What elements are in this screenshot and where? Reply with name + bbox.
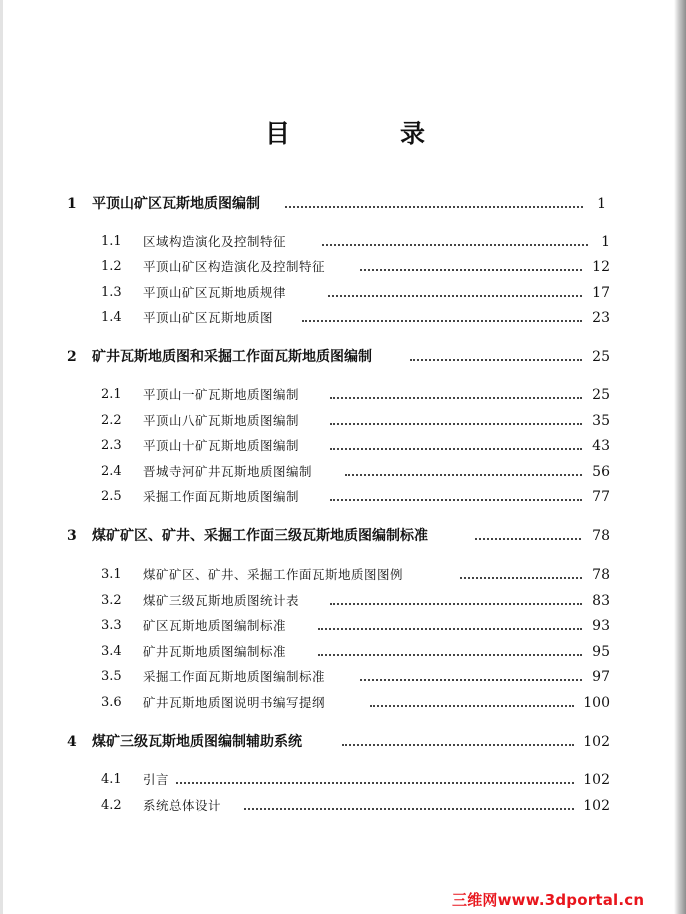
dot-leader — [330, 423, 582, 425]
page-number: 102 — [583, 772, 610, 788]
section-title: 平顶山十矿瓦斯地质图编制 — [143, 438, 300, 453]
section-number: 2.1 — [101, 387, 122, 402]
section-number: 4.1 — [101, 772, 122, 787]
chapter-number: 2 — [67, 349, 77, 365]
dot-leader — [370, 705, 574, 707]
chapter-number: 1 — [67, 196, 77, 212]
toc-chapter-3[interactable] — [0, 525, 610, 547]
toc-section-3-5[interactable] — [0, 666, 610, 688]
dot-leader — [345, 474, 582, 476]
section-number: 2.3 — [101, 438, 122, 453]
toc-section-2-5[interactable] — [0, 486, 610, 508]
toc-section-3-3[interactable] — [0, 615, 610, 637]
section-number: 3.4 — [101, 644, 122, 659]
dot-leader — [302, 320, 582, 322]
section-title: 煤矿三级瓦斯地质图统计表 — [143, 593, 300, 608]
toc-chapter-1[interactable] — [0, 193, 606, 215]
section-title: 平顶山矿区瓦斯地质图 — [143, 310, 274, 325]
dot-leader — [410, 359, 582, 361]
page-number: 102 — [583, 734, 610, 750]
page-number: 12 — [592, 259, 610, 275]
page-number: 93 — [592, 618, 610, 634]
section-number: 4.2 — [101, 798, 122, 813]
site-watermark: 三维网www.3dportal.cn — [452, 891, 645, 909]
section-title: 系统总体设计 — [143, 798, 222, 813]
chapter-number: 3 — [67, 528, 77, 544]
page-number: 56 — [592, 464, 610, 480]
page-number: 23 — [592, 310, 610, 326]
section-number: 3.1 — [101, 567, 122, 582]
section-title: 平顶山一矿瓦斯地质图编制 — [143, 387, 300, 402]
section-number: 1.1 — [101, 234, 122, 249]
dot-leader — [328, 295, 582, 297]
page-number: 100 — [583, 695, 610, 711]
toc-section-2-4[interactable] — [0, 461, 610, 483]
dot-leader — [318, 628, 582, 630]
section-number: 2.4 — [101, 464, 122, 479]
section-number: 2.2 — [101, 413, 122, 428]
section-title: 引言 — [143, 772, 170, 787]
page-number: 97 — [592, 669, 610, 685]
dot-leader — [176, 782, 574, 784]
toc-section-3-1[interactable] — [0, 564, 610, 586]
section-title: 平顶山矿区瓦斯地质规律 — [143, 285, 287, 300]
toc-section-1-2[interactable] — [0, 256, 610, 278]
dot-leader — [318, 654, 582, 656]
section-title: 矿井瓦斯地质图说明书编写提纲 — [143, 695, 326, 710]
chapter-number: 4 — [67, 734, 77, 750]
toc-section-2-2[interactable] — [0, 410, 610, 432]
chapter-title: 煤矿矿区、矿井、采掘工作面三级瓦斯地质图编制标准 — [92, 528, 428, 544]
section-title: 采掘工作面瓦斯地质图编制标准 — [143, 669, 326, 684]
page-number: 25 — [592, 387, 610, 403]
toc-section-2-1[interactable] — [0, 384, 610, 406]
section-title: 平顶山八矿瓦斯地质图编制 — [143, 413, 300, 428]
toc-section-1-4[interactable] — [0, 307, 610, 329]
dot-leader — [460, 577, 582, 579]
toc-chapter-2[interactable] — [0, 346, 610, 368]
section-number: 3.3 — [101, 618, 122, 633]
toc-section-3-4[interactable] — [0, 641, 610, 663]
page-title-char-1: 目 — [265, 119, 291, 148]
toc-section-1-1[interactable] — [0, 231, 610, 253]
page-number: 17 — [592, 285, 610, 301]
dot-leader — [322, 244, 588, 246]
page-number: 78 — [592, 528, 610, 544]
page-number: 35 — [592, 413, 610, 429]
page-number: 1 — [597, 196, 606, 212]
page-number: 78 — [592, 567, 610, 583]
page-number: 25 — [592, 349, 610, 365]
toc-section-4-1[interactable] — [0, 769, 610, 791]
dot-leader — [360, 679, 582, 681]
section-number: 1.2 — [101, 259, 122, 274]
dot-leader — [360, 269, 582, 271]
section-title: 区域构造演化及控制特征 — [143, 234, 287, 249]
section-number: 1.4 — [101, 310, 122, 325]
page-title-char-2: 录 — [399, 119, 425, 148]
section-number: 3.2 — [101, 593, 122, 608]
toc-section-4-2[interactable] — [0, 795, 610, 817]
dot-leader — [342, 744, 574, 746]
section-title: 矿区瓦斯地质图编制标准 — [143, 618, 287, 633]
toc-section-2-3[interactable] — [0, 435, 610, 457]
section-number: 2.5 — [101, 489, 122, 504]
page-number: 83 — [592, 593, 610, 609]
section-number: 3.5 — [101, 669, 122, 684]
dot-leader — [244, 808, 574, 810]
dot-leader — [330, 397, 582, 399]
page-number: 102 — [583, 798, 610, 814]
section-number: 1.3 — [101, 285, 122, 300]
section-title: 平顶山矿区构造演化及控制特征 — [143, 259, 326, 274]
toc-section-3-6[interactable] — [0, 692, 610, 714]
toc-section-1-3[interactable] — [0, 282, 610, 304]
dot-leader — [330, 603, 582, 605]
page-number: 43 — [592, 438, 610, 454]
dot-leader — [330, 448, 582, 450]
chapter-title: 煤矿三级瓦斯地质图编制辅助系统 — [92, 734, 302, 750]
toc-section-3-2[interactable] — [0, 590, 610, 612]
page-number: 1 — [601, 234, 610, 250]
section-title: 晋城寺河矿井瓦斯地质图编制 — [143, 464, 313, 479]
page-number: 77 — [592, 489, 610, 505]
toc-chapter-4[interactable] — [0, 731, 610, 753]
chapter-title: 矿井瓦斯地质图和采掘工作面瓦斯地质图编制 — [92, 349, 372, 365]
dot-leader — [285, 206, 583, 208]
section-title: 矿井瓦斯地质图编制标准 — [143, 644, 287, 659]
dot-leader — [330, 499, 582, 501]
dot-leader — [475, 538, 581, 540]
section-title: 煤矿矿区、矿井、采掘工作面瓦斯地质图图例 — [143, 567, 404, 582]
section-title: 采掘工作面瓦斯地质图编制 — [143, 489, 300, 504]
section-number: 3.6 — [101, 695, 122, 710]
page-number: 95 — [592, 644, 610, 660]
chapter-title: 平顶山矿区瓦斯地质图编制 — [92, 196, 260, 212]
